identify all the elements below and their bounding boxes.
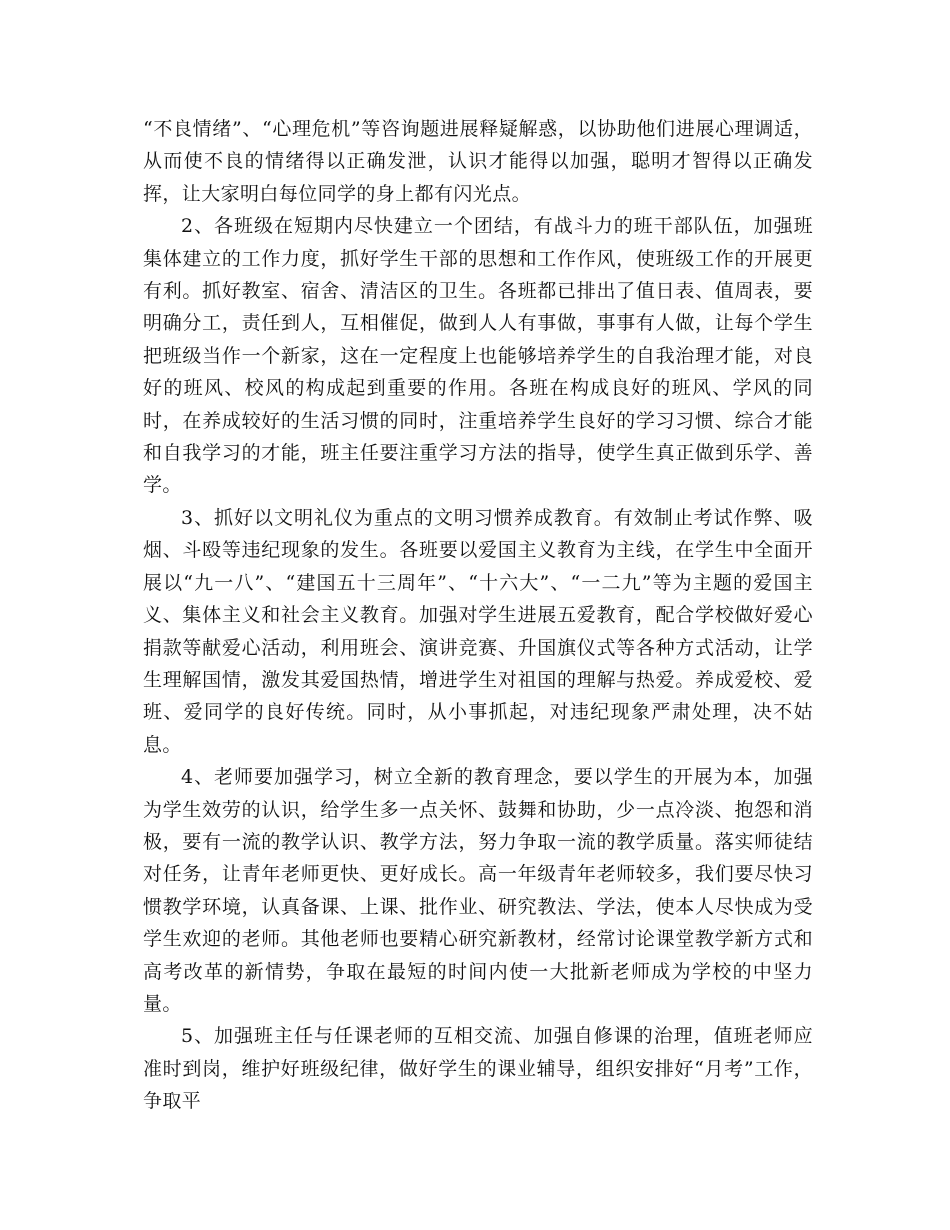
paragraph-item-5: 5、加强班主任与任课老师的互相交流、加强自修课的治理，值班老师应准时到岗，维护好班级纪律，做好学生的课业辅导，组织安排好“月考”工作，争取平 — [143, 1025, 813, 1113]
paragraph-item-2: 2、各班级在短期内尽快建立一个团结，有战斗力的班干部队伍，加强班集体建立的工作力度，抓好学生干部的思想和工作作风，使班级工作的开展更有利。抓好教室、宿舍、清洁区的卫生。各班都已排出了值日表、值周表，要明确分工，责任到人，互相催促，做到人人有事做，事事有人做，让每个学生把班级当作一个新家，这在一定程度上也能够培养学生的自我治理才能，对良好的班风、校风的构成起到重要的作用。各班在构成良好的班风、学风的同时，在养成较好的生活习惯的同时，注重培养学生良好的学习习惯、综合才能和自我学习的才能，班主任要注重学习方法的指导，使学生真正做到乐学、善学。 — [143, 215, 813, 497]
document-body — [143, 113, 813, 1118]
paragraph-item-4: 4、老师要加强学习，树立全新的教育理念，要以学生的开展为本，加强为学生效劳的认识，给学生多一点关怀、鼓舞和协助，少一点冷淡、抱怨和消极，要有一流的教学认识、教学方法，努力争取一流的教学质量。落实师徒结对任务，让青年老师更快、更好成长。高一年级青年老师较多，我们要尽快习惯教学环境，认真备课、上课、批作业、研究教法、学法，使本人尽快成为受学生欢迎的老师。其他老师也要精心研究新教材，经常讨论课堂教学新方式和高考改革的新情势，争取在最短的时间内使一大批新老师成为学校的中坚力量。 — [143, 766, 813, 1015]
paragraph-item-3: 3、抓好以文明礼仪为重点的文明习惯养成教育。有效制止考试作弊、吸烟、斗殴等违纪现象的发生。各班要以爱国主义教育为主线，在学生中全面开展以“九一八”、“建国五十三周年”、“十六大”、“一二九”等为主题的爱国主义、集体主义和社会主义教育。加强对学生进展五爱教育，配合学校做好爱心捐款等献爱心活动，利用班会、演讲竞赛、升国旗仪式等各种方式活动，让学生理解国情，激发其爱国热情，增进学生对祖国的理解与热爱。养成爱校、爱班、爱同学的良好传统。同时，从小事抓起，对违纪现象严肃处理，决不姑息。 — [143, 506, 813, 756]
paragraph-continuation: “不良情绪”、“心理危机”等咨询题进展释疑解惑，以协助他们进展心理调适，从而使不良的情绪得以正确发泄，认识才能得以加强，聪明才智得以正确发挥，让大家明白每位同学的身上都有闪光点。 — [143, 118, 813, 205]
